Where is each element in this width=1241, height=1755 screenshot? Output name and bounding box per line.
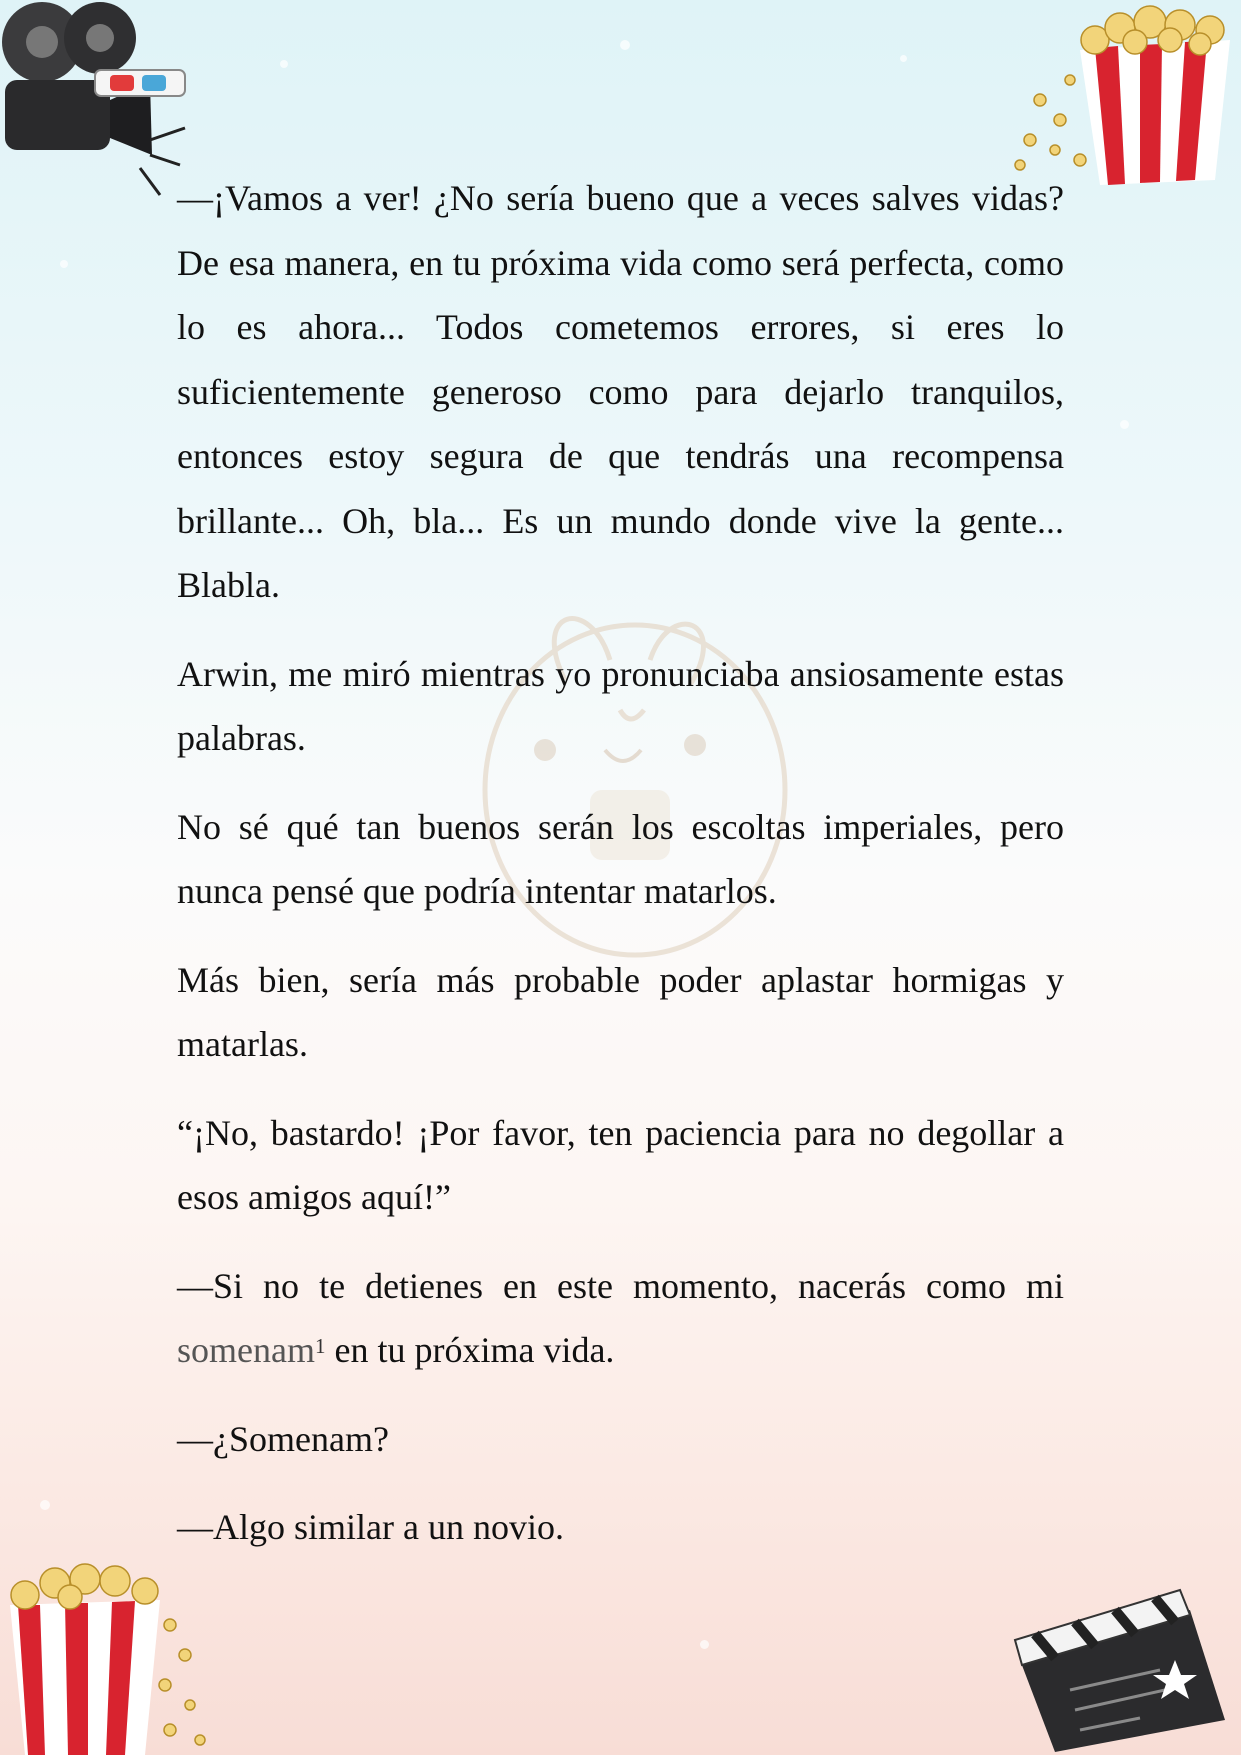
footnote-marker[interactable]: 1 (314, 1334, 326, 1358)
sparkle (700, 1640, 709, 1649)
sparkle (60, 260, 68, 268)
paragraph: —Algo similar a un novio. (177, 1507, 564, 1547)
paragraph-text: —Si no te detienes en este momento, nacerás como mi (177, 1265, 1064, 1306)
sparkle (1120, 420, 1129, 429)
paragraph: —¡Vamos a ver! ¿No sería bueno que a veces salves vidas? De esa manera, en tu próxima vida como será perfecta, como lo es ahora... Todos cometemos errores, si eres lo suficientemente generoso como para dejarlo tranquilos, entonces estoy segura de que tendrás una recompensa brillante... Oh, bla... Es un mundo donde vive la gente... Blabla. (177, 178, 1064, 605)
sparkle (620, 40, 630, 50)
sparkle (280, 60, 288, 68)
paragraph-footnoted (177, 1254, 1064, 1383)
paragraph: Más bien, sería más probable poder aplastar hormigas y matarlas. (177, 959, 1064, 1064)
paragraph: No sé qué tan buenos serán los escoltas imperiales, pero nunca pensé que podría intentar matarlos. (177, 806, 1064, 911)
sparkle (900, 55, 907, 62)
footnote-term: somenam (177, 1330, 315, 1370)
popcorn-bucket-icon (1000, 0, 1241, 190)
sparkle (40, 1500, 50, 1510)
chapter-text (177, 166, 1064, 1584)
paragraph-text: en tu próxima vida. (325, 1330, 615, 1370)
paragraph: “¡No, bastardo! ¡Por favor, ten paciencia para no degollar a esos amigos aquí!” (177, 1112, 1064, 1217)
clapperboard-icon (1010, 1580, 1241, 1755)
film-camera-icon (0, 0, 200, 200)
paragraph: Arwin, me miró mientras yo pronunciaba ansiosamente estas palabras. (177, 653, 1064, 758)
popcorn-bucket-icon (0, 1555, 220, 1755)
paragraph: —¿Somenam? (177, 1418, 389, 1459)
